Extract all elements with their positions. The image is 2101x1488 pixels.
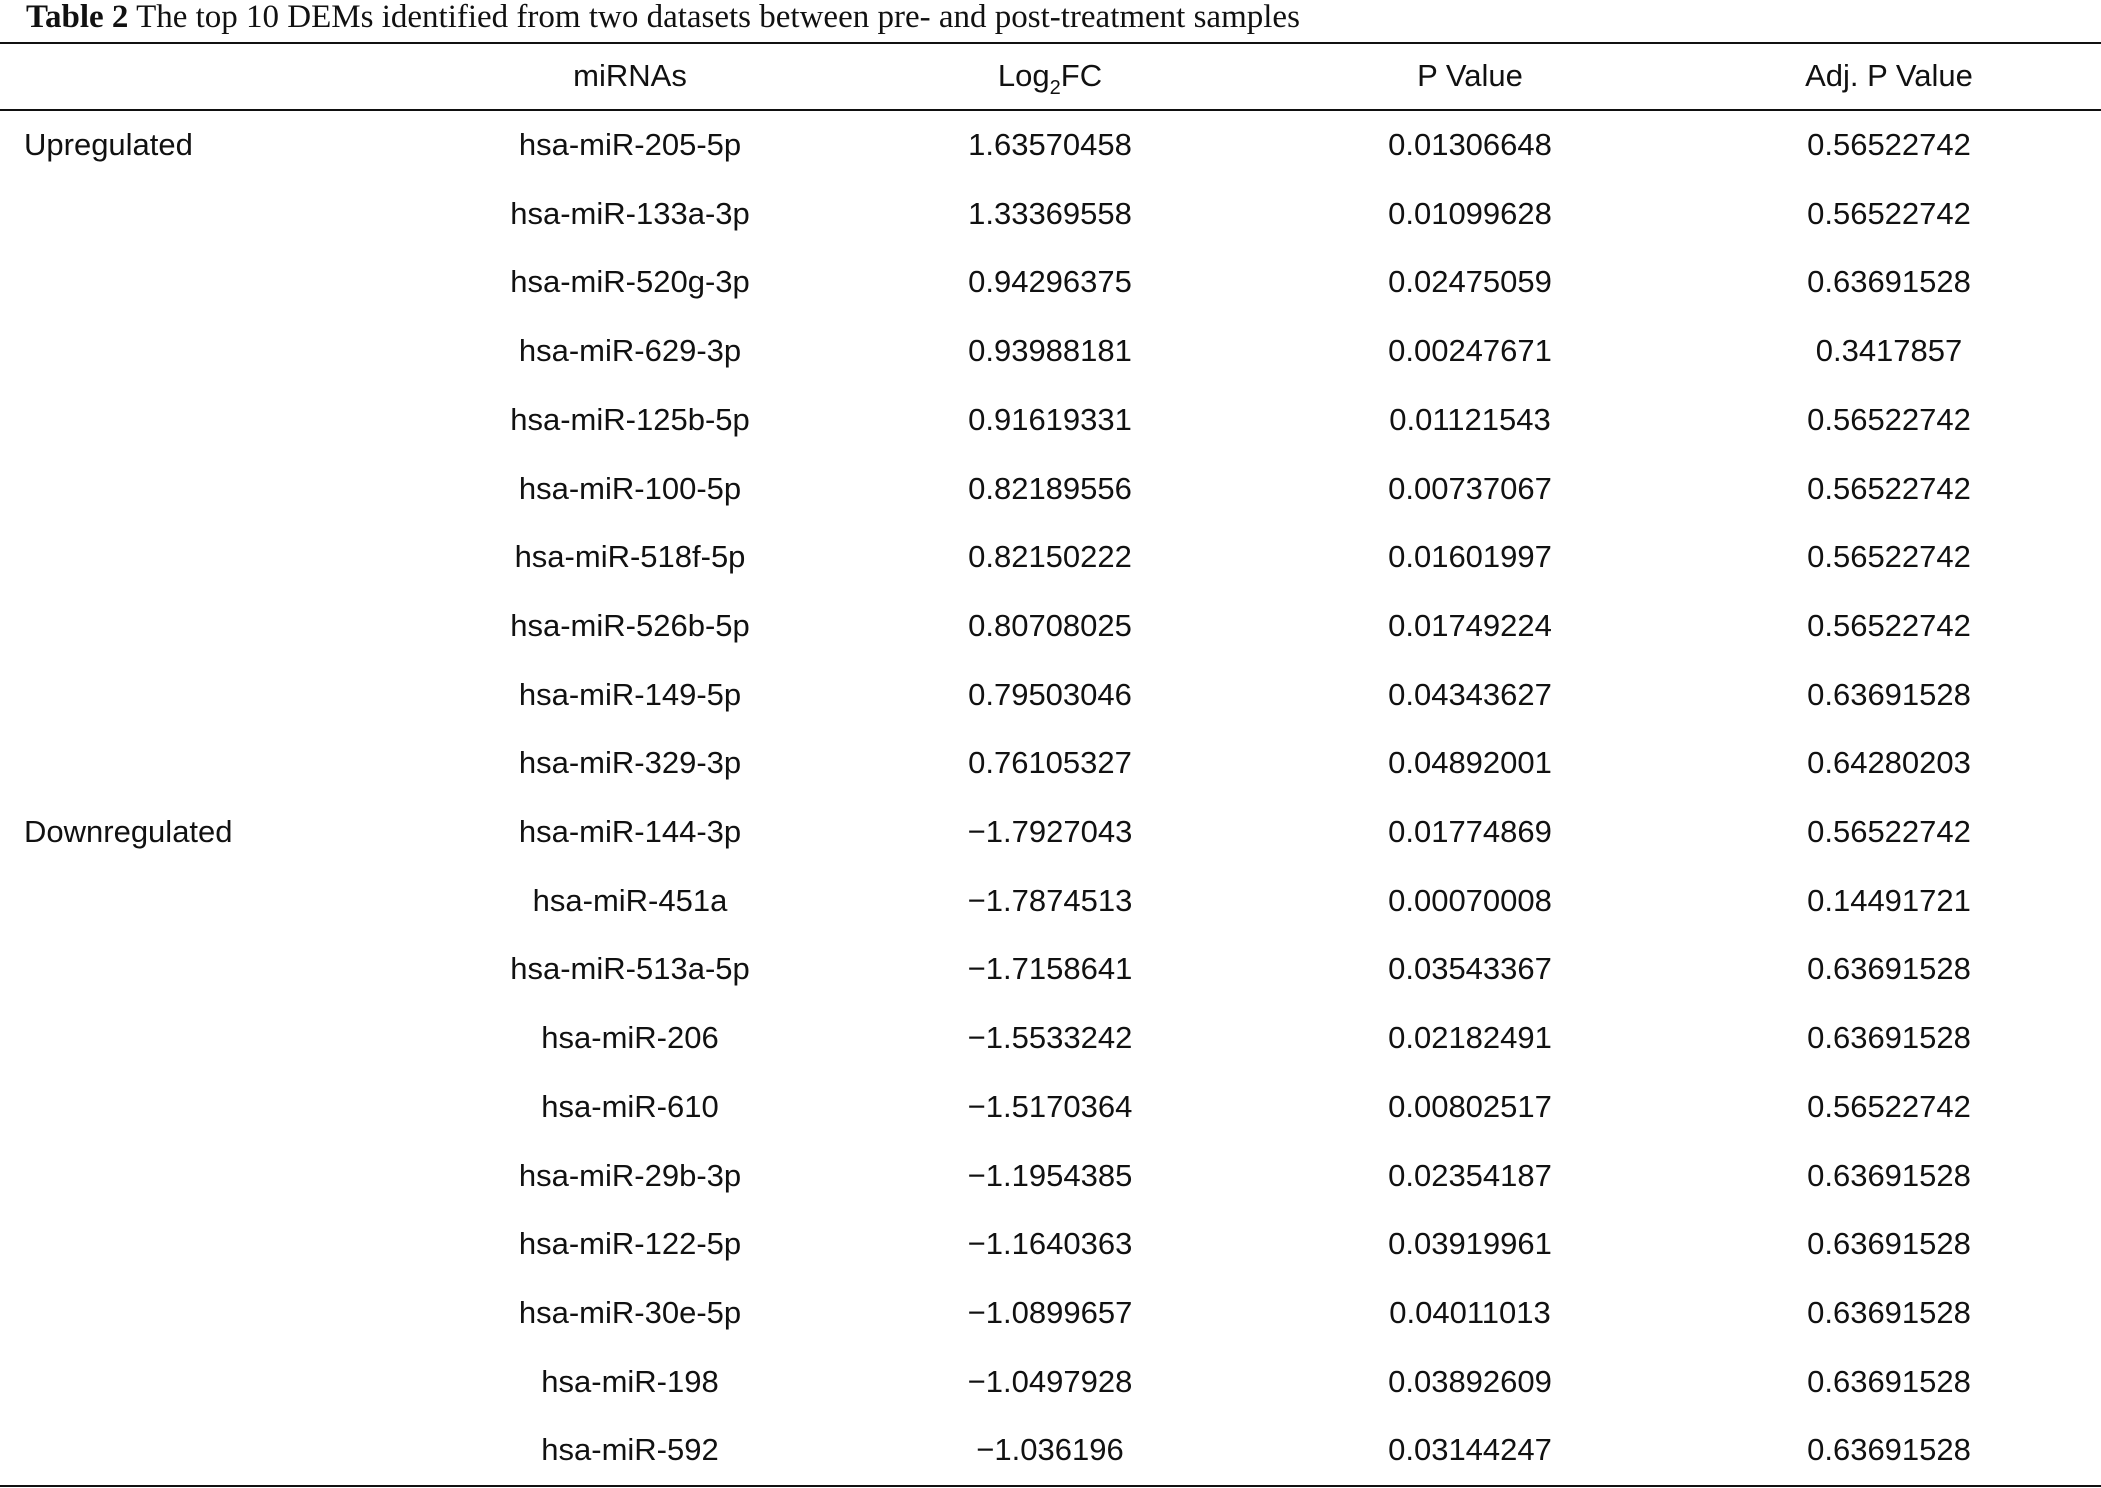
cell-adj-p-value: 0.56522742 bbox=[1807, 539, 1971, 574]
cell-log2fc: 1.63570458 bbox=[968, 127, 1132, 162]
table-bottom-rule bbox=[0, 1485, 2101, 1487]
cell-adj-p-value: 0.56522742 bbox=[1807, 608, 1971, 643]
cell-adj-p-value: 0.63691528 bbox=[1807, 1295, 1971, 1330]
table-caption bbox=[26, 0, 1300, 34]
cell-p-value: 0.02182491 bbox=[1388, 1020, 1552, 1055]
table-caption-label: Table 2 bbox=[26, 0, 129, 35]
cell-adj-p-value: 0.63691528 bbox=[1807, 1432, 1971, 1467]
cell-p-value: 0.03919961 bbox=[1388, 1226, 1552, 1261]
cell-mirna: hsa-miR-144-3p bbox=[518, 814, 742, 849]
cell-adj-p-value: 0.56522742 bbox=[1807, 471, 1971, 506]
cell-log2fc: 0.82150222 bbox=[968, 539, 1132, 574]
cell-p-value: 0.04011013 bbox=[1389, 1295, 1551, 1330]
table-top-rule bbox=[0, 42, 2101, 44]
header-log2fc-suffix: FC bbox=[1060, 58, 1103, 93]
cell-mirna: hsa-miR-125b-5p bbox=[510, 402, 750, 437]
cell-adj-p-value: 0.63691528 bbox=[1807, 1226, 1971, 1261]
cell-p-value: 0.01121543 bbox=[1389, 402, 1551, 437]
cell-p-value: 0.01306648 bbox=[1388, 127, 1552, 162]
cell-adj-p-value: 0.56522742 bbox=[1807, 196, 1971, 231]
cell-log2fc: −1.1954385 bbox=[967, 1158, 1133, 1193]
cell-log2fc: 0.76105327 bbox=[968, 745, 1132, 780]
cell-mirna: hsa-miR-329-3p bbox=[518, 745, 742, 780]
cell-adj-p-value: 0.56522742 bbox=[1807, 402, 1971, 437]
header-log2fc bbox=[998, 58, 1102, 98]
cell-mirna: hsa-miR-513a-5p bbox=[510, 951, 750, 986]
cell-mirna: hsa-miR-629-3p bbox=[518, 333, 742, 368]
cell-adj-p-value: 0.56522742 bbox=[1807, 1089, 1971, 1124]
header-mirnas: miRNAs bbox=[573, 58, 687, 93]
cell-log2fc: −1.7158641 bbox=[967, 951, 1133, 986]
cell-adj-p-value: 0.3417857 bbox=[1815, 333, 1963, 368]
cell-p-value: 0.02475059 bbox=[1388, 264, 1552, 299]
cell-adj-p-value: 0.63691528 bbox=[1807, 1158, 1971, 1193]
cell-log2fc: −1.5170364 bbox=[967, 1089, 1133, 1124]
cell-mirna: hsa-miR-198 bbox=[541, 1364, 719, 1399]
cell-p-value: 0.00247671 bbox=[1388, 333, 1552, 368]
cell-p-value: 0.01749224 bbox=[1388, 608, 1552, 643]
cell-log2fc: −1.0899657 bbox=[967, 1295, 1133, 1330]
cell-adj-p-value: 0.63691528 bbox=[1807, 677, 1971, 712]
cell-mirna: hsa-miR-122-5p bbox=[518, 1226, 742, 1261]
cell-adj-p-value: 0.63691528 bbox=[1807, 1364, 1971, 1399]
cell-group: Upregulated bbox=[24, 127, 193, 162]
cell-p-value: 0.00070008 bbox=[1388, 883, 1552, 918]
cell-p-value: 0.00737067 bbox=[1388, 471, 1552, 506]
cell-group: Downregulated bbox=[24, 814, 233, 849]
header-log2fc-subscript: 2 bbox=[1049, 77, 1061, 99]
cell-log2fc: 0.94296375 bbox=[968, 264, 1132, 299]
cell-mirna: hsa-miR-592 bbox=[541, 1432, 719, 1467]
cell-p-value: 0.03543367 bbox=[1388, 951, 1552, 986]
cell-p-value: 0.04343627 bbox=[1388, 677, 1552, 712]
cell-mirna: hsa-miR-29b-3p bbox=[518, 1158, 742, 1193]
cell-log2fc: −1.5533242 bbox=[967, 1020, 1133, 1055]
cell-mirna: hsa-miR-149-5p bbox=[518, 677, 742, 712]
cell-mirna: hsa-miR-520g-3p bbox=[510, 264, 750, 299]
cell-log2fc: −1.7874513 bbox=[967, 883, 1133, 918]
header-adj-p-value: Adj. P Value bbox=[1805, 58, 1973, 93]
cell-mirna: hsa-miR-610 bbox=[541, 1089, 719, 1124]
cell-mirna: hsa-miR-451a bbox=[532, 883, 728, 918]
cell-log2fc: −1.7927043 bbox=[967, 814, 1133, 849]
cell-mirna: hsa-miR-206 bbox=[541, 1020, 719, 1055]
cell-p-value: 0.00802517 bbox=[1388, 1089, 1552, 1124]
cell-p-value: 0.03892609 bbox=[1388, 1364, 1552, 1399]
cell-log2fc: 0.91619331 bbox=[968, 402, 1132, 437]
cell-adj-p-value: 0.63691528 bbox=[1807, 1020, 1971, 1055]
cell-adj-p-value: 0.63691528 bbox=[1807, 264, 1971, 299]
cell-adj-p-value: 0.56522742 bbox=[1807, 127, 1971, 162]
cell-log2fc: 1.33369558 bbox=[968, 196, 1132, 231]
cell-log2fc: −1.1640363 bbox=[967, 1226, 1133, 1261]
header-log2fc-prefix: Log bbox=[997, 58, 1050, 93]
table-header-rule bbox=[0, 109, 2101, 111]
cell-log2fc: −1.036196 bbox=[976, 1432, 1124, 1467]
cell-mirna: hsa-miR-526b-5p bbox=[510, 608, 750, 643]
cell-log2fc: 0.82189556 bbox=[968, 471, 1132, 506]
table-caption-text: The top 10 DEMs identified from two datasets between pre- and post-treatment samples bbox=[136, 0, 1300, 35]
cell-mirna: hsa-miR-205-5p bbox=[518, 127, 742, 162]
cell-log2fc: 0.93988181 bbox=[968, 333, 1132, 368]
cell-p-value: 0.01099628 bbox=[1388, 196, 1552, 231]
cell-adj-p-value: 0.14491721 bbox=[1807, 883, 1971, 918]
cell-p-value: 0.04892001 bbox=[1388, 745, 1552, 780]
cell-log2fc: 0.79503046 bbox=[968, 677, 1132, 712]
header-p-value: P Value bbox=[1417, 58, 1523, 93]
cell-adj-p-value: 0.64280203 bbox=[1807, 745, 1971, 780]
cell-adj-p-value: 0.56522742 bbox=[1807, 814, 1971, 849]
cell-mirna: hsa-miR-518f-5p bbox=[514, 539, 746, 574]
cell-adj-p-value: 0.63691528 bbox=[1807, 951, 1971, 986]
cell-mirna: hsa-miR-100-5p bbox=[518, 471, 742, 506]
cell-p-value: 0.01601997 bbox=[1388, 539, 1552, 574]
cell-p-value: 0.02354187 bbox=[1388, 1158, 1552, 1193]
cell-mirna: hsa-miR-30e-5p bbox=[518, 1295, 742, 1330]
cell-log2fc: −1.0497928 bbox=[967, 1364, 1133, 1399]
cell-log2fc: 0.80708025 bbox=[968, 608, 1132, 643]
cell-mirna: hsa-miR-133a-3p bbox=[510, 196, 750, 231]
cell-p-value: 0.03144247 bbox=[1388, 1432, 1552, 1467]
cell-p-value: 0.01774869 bbox=[1388, 814, 1552, 849]
